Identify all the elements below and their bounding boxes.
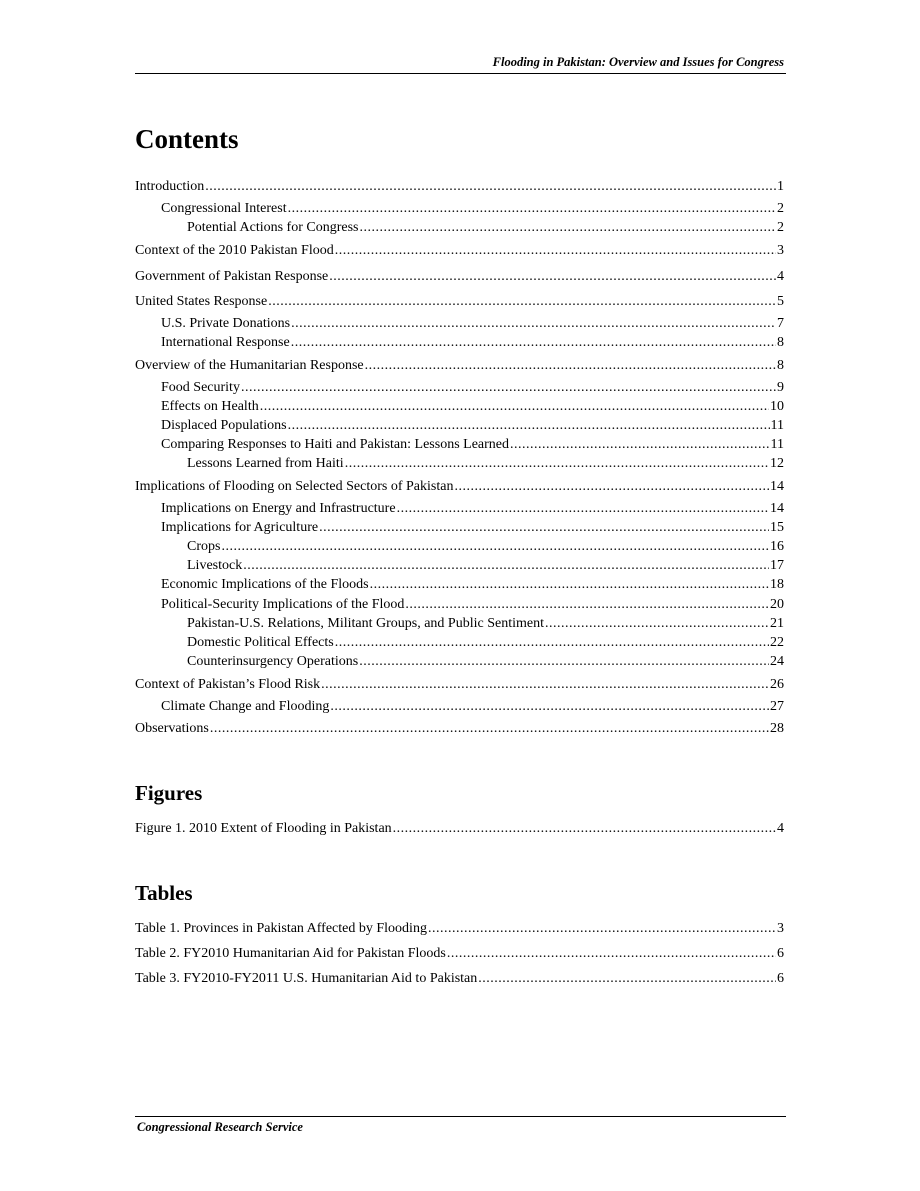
entry-page-number: 10 (770, 399, 784, 414)
dot-leader (478, 970, 776, 987)
dot-leader (321, 676, 769, 693)
dot-leader (319, 519, 769, 536)
toc-entry[interactable] (187, 653, 784, 670)
dot-leader (288, 200, 776, 217)
entry-page-number: 18 (770, 577, 784, 592)
entry-title: Comparing Responses to Haiti and Pakistan: Lessons Learned (161, 437, 509, 452)
toc-entry[interactable] (135, 242, 784, 259)
toc-entry[interactable] (135, 178, 784, 195)
dot-leader (345, 455, 769, 472)
tables-heading: Tables (135, 881, 193, 905)
entry-page-number: 14 (770, 479, 784, 494)
figures-heading: Figures (135, 781, 203, 805)
toc-entry[interactable] (161, 500, 784, 517)
entry-title: Potential Actions for Congress (187, 220, 359, 235)
entry-title: Political-Security Implications of the Flood (161, 597, 405, 612)
entry-page-number: 17 (770, 558, 784, 573)
entry-page-number: 11 (770, 418, 784, 433)
entry-title: Congressional Interest (161, 201, 287, 216)
dot-leader (405, 596, 769, 613)
dot-leader (393, 820, 776, 837)
dot-leader (365, 357, 776, 374)
toc-entry[interactable] (161, 698, 784, 715)
entry-title: Context of Pakistan’s Flood Risk (135, 677, 321, 692)
dot-leader (241, 379, 776, 396)
entry-title: Climate Change and Flooding (161, 699, 330, 714)
entry-page-number: 4 (777, 269, 784, 284)
entry-title: Context of the 2010 Pakistan Flood (135, 243, 334, 258)
entry-page-number: 6 (777, 946, 784, 961)
toc-entry[interactable] (161, 315, 784, 332)
entry-title: U.S. Private Donations (161, 316, 291, 331)
entry-page-number: 5 (777, 294, 784, 309)
dot-leader (335, 634, 769, 651)
toc-entry[interactable] (135, 676, 784, 693)
entry-page-number: 4 (777, 821, 784, 836)
entry-page-number: 6 (777, 971, 784, 986)
entry-page-number: 9 (777, 380, 784, 395)
toc-entry[interactable] (161, 576, 784, 593)
entry-page-number: 11 (770, 437, 784, 452)
toc-entry[interactable] (187, 455, 784, 472)
dot-leader (510, 436, 770, 453)
entry-title: Domestic Political Effects (187, 635, 334, 650)
toc-entry[interactable] (187, 538, 784, 555)
entry-title: Table 3. FY2010-FY2011 U.S. Humanitarian Aid to Pakistan (135, 971, 478, 986)
entry-title: Livestock (187, 558, 243, 573)
dot-leader (260, 398, 769, 415)
entry-page-number: 2 (777, 201, 784, 216)
toc-entry[interactable] (135, 720, 784, 737)
page-footer (135, 1116, 786, 1134)
entry-title: Table 1. Provinces in Pakistan Affected by Flooding (135, 921, 427, 936)
dot-leader (447, 945, 776, 962)
dot-leader (545, 615, 769, 632)
contents-heading: Contents (135, 124, 239, 154)
entry-title: Overview of the Humanitarian Response (135, 358, 364, 373)
entry-title: Implications on Energy and Infrastructure (161, 501, 396, 516)
toc-entry[interactable] (161, 334, 784, 351)
entry-page-number: 14 (770, 501, 784, 516)
toc-entry[interactable] (161, 200, 784, 217)
entry-page-number: 22 (770, 635, 784, 650)
dot-leader (291, 334, 776, 351)
toc-entry[interactable] (161, 417, 784, 434)
entry-page-number: 12 (770, 456, 784, 471)
toc-entry[interactable] (187, 219, 784, 236)
entry-page-number: 2 (777, 220, 784, 235)
entry-page-number: 20 (770, 597, 784, 612)
entry-page-number: 16 (770, 539, 784, 554)
dot-leader (329, 268, 776, 285)
toc-entry[interactable] (161, 596, 784, 613)
entry-title: United States Response (135, 294, 268, 309)
dot-leader (291, 315, 776, 332)
entry-title: Crops (187, 539, 221, 554)
entry-title: Table 2. FY2010 Humanitarian Aid for Pakistan Floods (135, 946, 446, 961)
toc-entry[interactable] (161, 398, 784, 415)
toc-entry[interactable] (135, 268, 784, 285)
entry-page-number: 3 (777, 243, 784, 258)
dot-leader (221, 538, 769, 555)
entry-page-number: 15 (770, 520, 784, 535)
toc-entry[interactable] (161, 519, 784, 536)
dot-leader (205, 178, 776, 195)
dot-leader (330, 698, 769, 715)
page-header (135, 55, 786, 74)
entry-page-number: 21 (770, 616, 784, 631)
entry-page-number: 8 (777, 335, 784, 350)
running-header-title: Flooding in Pakistan: Overview and Issues for Congress (492, 55, 784, 69)
toc-entry[interactable] (135, 293, 784, 310)
toc-entry[interactable] (161, 436, 784, 453)
dot-leader (428, 920, 776, 937)
entry-title: International Response (161, 335, 290, 350)
figure-entry[interactable] (135, 820, 784, 837)
entry-page-number: 3 (777, 921, 784, 936)
dot-leader (370, 576, 769, 593)
footer-text: Congressional Research Service (137, 1120, 303, 1134)
table-entry[interactable] (135, 945, 784, 962)
entry-page-number: 27 (770, 699, 784, 714)
entry-title: Food Security (161, 380, 240, 395)
entry-title: Government of Pakistan Response (135, 269, 329, 284)
dot-leader (268, 293, 776, 310)
entry-title: Observations (135, 721, 209, 736)
entry-title: Effects on Health (161, 399, 259, 414)
table-entry[interactable] (135, 970, 784, 987)
dot-leader (288, 417, 770, 434)
entry-page-number: 28 (770, 721, 784, 736)
entry-page-number: 26 (770, 677, 784, 692)
entry-title: Economic Implications of the Floods (161, 577, 369, 592)
entry-title: Figure 1. 2010 Extent of Flooding in Pakistan (135, 821, 392, 836)
toc-entry[interactable] (187, 615, 784, 632)
dot-leader (243, 557, 769, 574)
table-entry[interactable] (135, 920, 784, 937)
toc-entry[interactable] (135, 478, 784, 495)
entry-page-number: 7 (777, 316, 784, 331)
dot-leader (359, 653, 769, 670)
entry-title: Implications of Flooding on Selected Sectors of Pakistan (135, 479, 454, 494)
entry-title: Implications for Agriculture (161, 520, 319, 535)
entry-title: Counterinsurgency Operations (187, 654, 359, 669)
entry-page-number: 8 (777, 358, 784, 373)
entry-title: Introduction (135, 179, 205, 194)
toc-entry[interactable] (187, 557, 784, 574)
dot-leader (397, 500, 769, 517)
dot-leader (335, 242, 776, 259)
toc-entry[interactable] (187, 634, 784, 651)
entry-page-number: 24 (770, 654, 784, 669)
dot-leader (360, 219, 777, 236)
dot-leader (454, 478, 769, 495)
toc-entry[interactable] (135, 357, 784, 374)
entry-title: Pakistan-U.S. Relations, Militant Groups, and Public Sentiment (187, 616, 544, 631)
dot-leader (210, 720, 769, 737)
entry-title: Displaced Populations (161, 418, 287, 433)
entry-page-number: 1 (777, 179, 784, 194)
entry-title: Lessons Learned from Haiti (187, 456, 344, 471)
toc-entry[interactable] (161, 379, 784, 396)
